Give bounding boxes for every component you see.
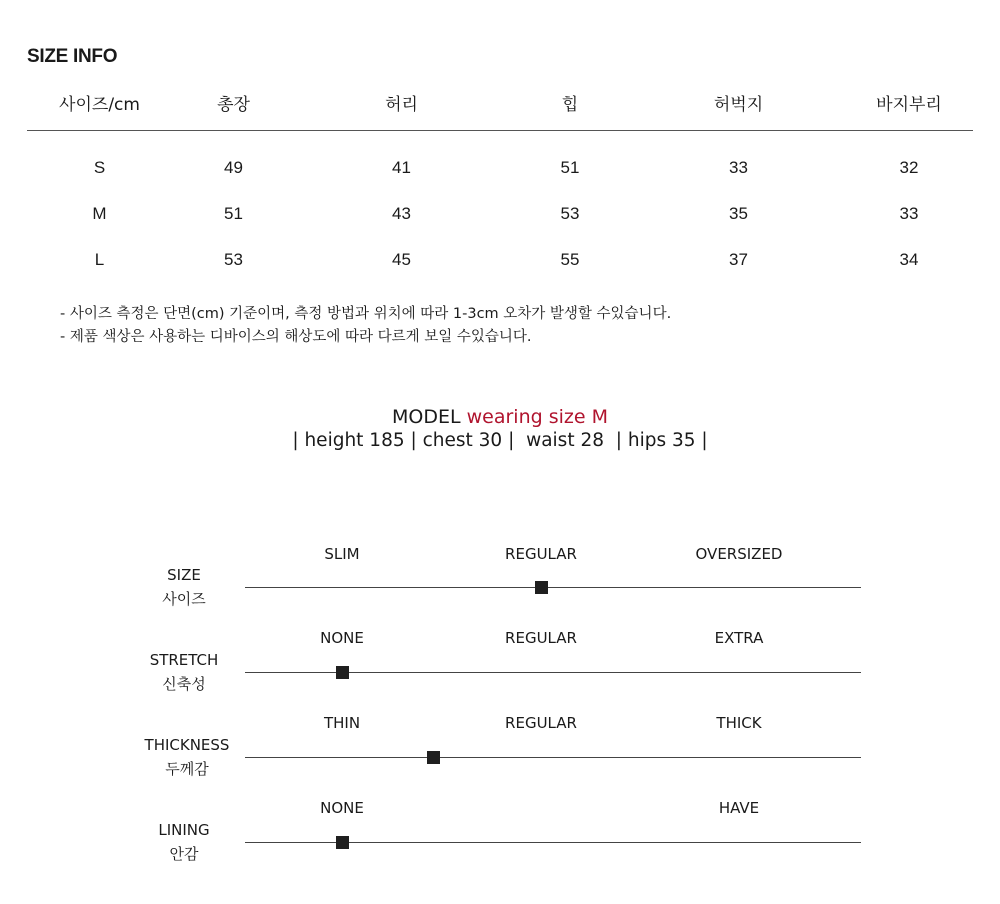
scale-label-ko: 안감 <box>169 845 199 863</box>
cell-thigh: 33 <box>729 158 748 177</box>
scale-marker <box>427 751 440 764</box>
cell-hip: 55 <box>560 250 580 269</box>
cell-hem: 33 <box>899 204 919 223</box>
scale-option-left: NONE <box>320 799 364 817</box>
size-notes <box>60 303 671 349</box>
model-info <box>0 405 1000 453</box>
cell-length: 49 <box>224 158 243 177</box>
scale-label-en: LINING <box>158 821 210 839</box>
scale-label-lining <box>124 818 244 866</box>
scale-track <box>245 757 861 758</box>
header-hip: 힙 <box>508 84 632 131</box>
model-wearing-size: wearing size M <box>466 406 608 428</box>
size-table <box>27 84 973 283</box>
scale-label-ko: 신축성 <box>162 675 206 693</box>
table-row <box>27 191 973 237</box>
scale-marker <box>336 836 349 849</box>
header-hem: 바지부리 <box>845 84 973 131</box>
scale-label-en: STRETCH <box>149 651 219 669</box>
scale-option-middle: REGULAR <box>505 545 577 563</box>
scale-option-left: SLIM <box>324 545 360 563</box>
model-label: MODEL <box>391 406 461 428</box>
cell-length: 53 <box>224 250 243 269</box>
scale-label-thickness <box>127 733 247 781</box>
cell-hem: 32 <box>899 158 919 177</box>
header-size: 사이즈/cm <box>27 84 172 131</box>
header-thigh: 허벅지 <box>632 84 845 131</box>
cell-waist: 43 <box>392 204 411 223</box>
scale-option-left: THIN <box>323 714 361 732</box>
table-row <box>27 131 973 192</box>
cell-waist: 45 <box>392 250 411 269</box>
size-info-title: SIZE INFO <box>27 46 118 67</box>
scale-marker <box>535 581 548 594</box>
scale-label-en: THICKNESS <box>144 736 230 754</box>
cell-hip: 51 <box>560 158 580 177</box>
scale-option-middle: REGULAR <box>505 714 577 732</box>
cell-length: 51 <box>224 204 243 223</box>
cell-size: M <box>92 204 107 223</box>
scale-option-right: HAVE <box>718 799 760 817</box>
cell-waist: 41 <box>392 158 411 177</box>
header-waist: 허리 <box>295 84 508 131</box>
note-color: - 제품 색상은 사용하는 디바이스의 해상도에 따라 다르게 보일 수있습니다. <box>60 329 532 345</box>
scale-option-middle: REGULAR <box>505 629 577 647</box>
scale-label-en: SIZE <box>167 566 201 584</box>
scale-label-stretch <box>124 648 244 696</box>
scale-marker <box>336 666 349 679</box>
header-length: 총장 <box>172 84 295 131</box>
cell-size: S <box>93 158 106 177</box>
scale-option-right: OVERSIZED <box>695 545 783 563</box>
cell-hem: 34 <box>899 250 919 269</box>
scale-option-left: NONE <box>320 629 364 647</box>
model-line <box>0 405 1000 429</box>
size-table-header <box>27 84 973 131</box>
cell-thigh: 37 <box>729 250 748 269</box>
cell-size: L <box>94 250 105 269</box>
scale-label-ko: 두께감 <box>165 760 209 778</box>
scale-label-ko: 사이즈 <box>162 590 206 608</box>
table-row <box>27 237 973 283</box>
scale-option-right: THICK <box>716 714 762 732</box>
scale-track <box>245 587 861 588</box>
scale-option-right: EXTRA <box>714 629 764 647</box>
scale-label-size <box>124 563 244 611</box>
cell-thigh: 35 <box>729 204 748 223</box>
cell-hip: 53 <box>560 204 580 223</box>
note-measurement: - 사이즈 측정은 단면(cm) 기준이며, 측정 방법과 위치에 따라 1-3cm 오차가 발생할 수있습니다. <box>60 306 672 322</box>
model-stats: | height 185 | chest 30 | waist 28 | hips 35 | <box>292 430 708 451</box>
